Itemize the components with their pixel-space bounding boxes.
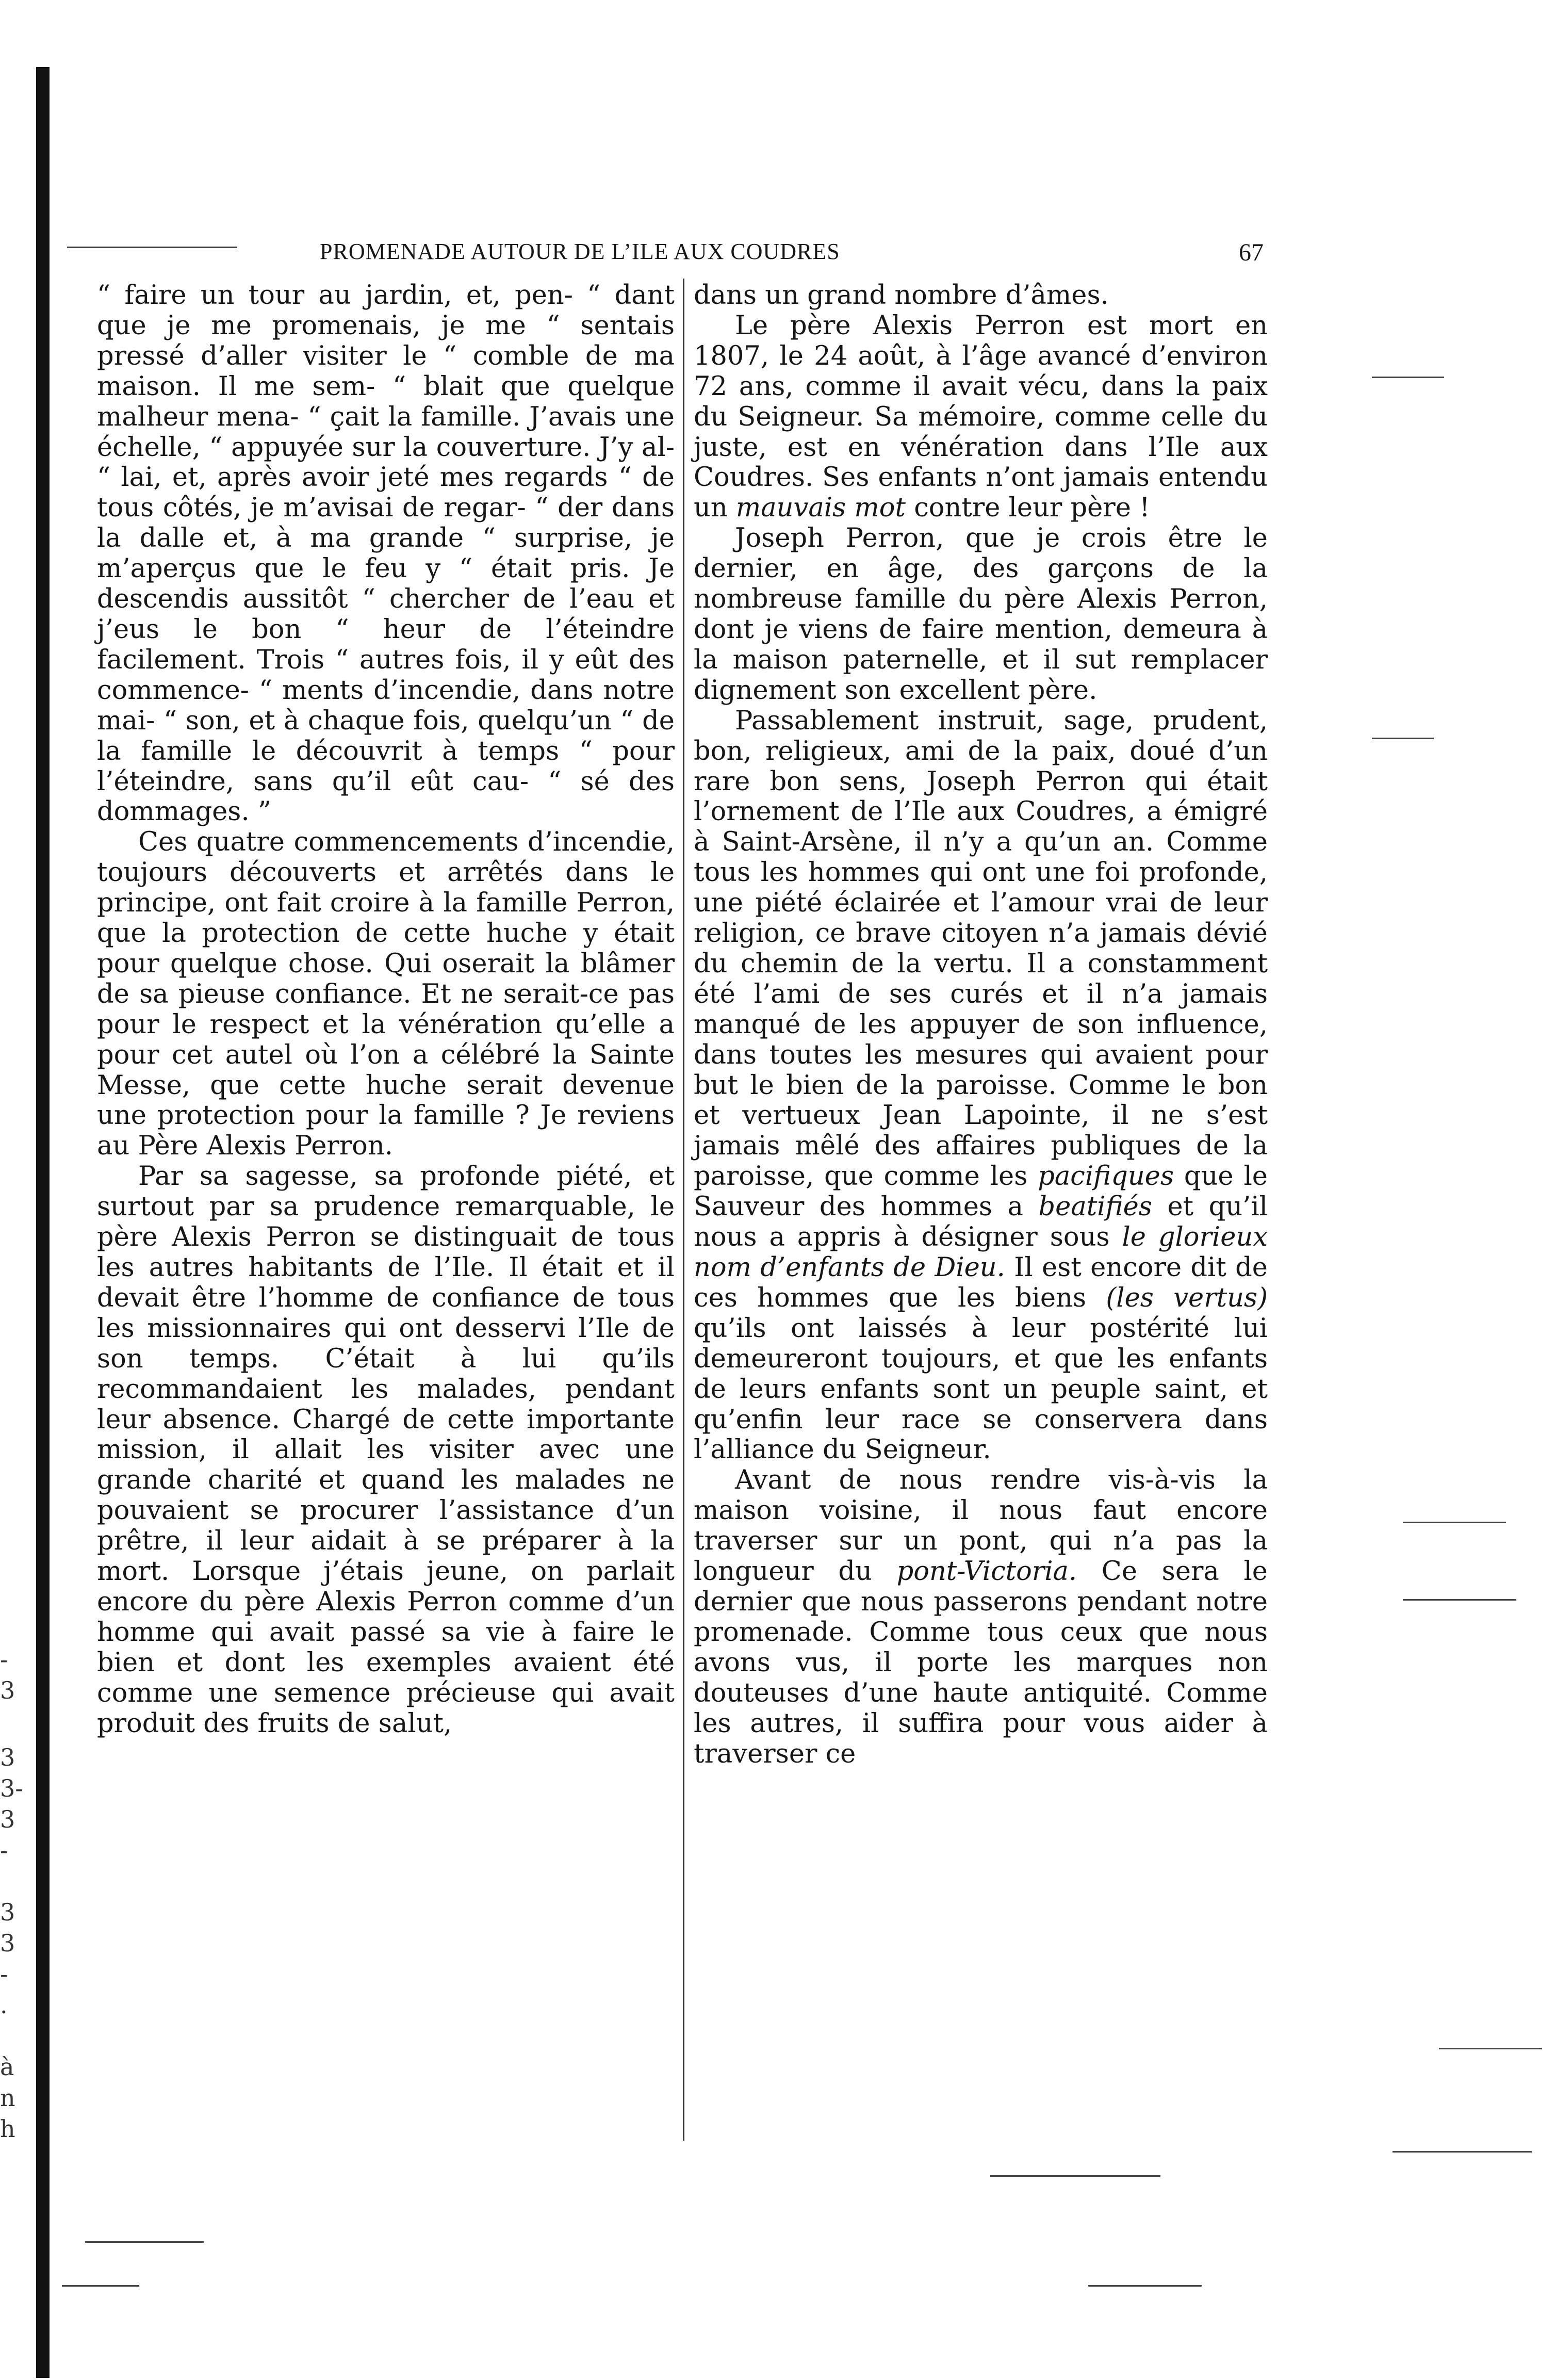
margin-fragment: 3	[0, 1898, 15, 1926]
scan-mark	[1372, 738, 1434, 739]
margin-fragment: n	[0, 2084, 15, 2112]
margin-fragment: 3	[0, 1805, 15, 1833]
text-run: Ce sera le dernier que nous passerons pendant notre promenade. Comme tous ceux que nous avons vus, il porte les marques non douteuses d’une haute antiquité. Comme les autres, il suffira pour vous aider à traverser ce	[694, 1556, 1268, 1769]
scan-mark	[1403, 1522, 1506, 1523]
paragraph	[694, 706, 1268, 1466]
running-title: PROMENADE AUTOUR DE L’ILE AUX COUDRES	[320, 239, 840, 264]
text-run: contre leur père !	[906, 493, 1150, 524]
margin-fragment: 3	[0, 1676, 15, 1704]
italic-phrase: beatifiés	[1038, 1192, 1152, 1222]
paragraph: Par sa sagesse, sa profonde piété, et surtout par sa prudence remarquable, le père Alexis Perron se distinguait de tous les autres habitants de l’Ile. Il était et il devait être l’homme de confiance de tous les missionnaires qui ont desservi l’Ile de son temps. C’était à lui qu’ils recommandaient les malades, pendant leur absence. Chargé de cette importante mission, il allait les visiter avec une grande charité et quand les malades ne pouvaient se procurer l’assistance d’un prêtre, il leur aidait à se préparer à la mort. Lorsque j’étais jeune, on parlait encore du père Alexis Perron comme d’un homme qui avait passé sa vie à faire le bien et dont les exemples avaient été comme une semence précieuse qui avait produit des fruits de salut,	[97, 1161, 675, 1739]
scan-mark	[62, 2285, 139, 2287]
margin-fragment: .	[0, 1991, 8, 2019]
margin-fragment: 3-	[0, 1774, 23, 1802]
margin-fragment: à	[0, 2053, 14, 2081]
margin-fragment: h	[0, 2115, 15, 2143]
scan-mark	[85, 2241, 204, 2243]
scan-mark	[67, 247, 237, 248]
scan-mark	[1372, 377, 1444, 378]
page-number: 67	[1239, 239, 1264, 266]
paragraph	[694, 311, 1268, 524]
text-run: Avant de nous rendre vis-à-vis la maison voisine, il nous faut encore traverser sur un pont, qui n’a pas la longueur du	[694, 1465, 1268, 1587]
paragraph	[694, 1465, 1268, 1769]
italic-phrase: (les vertus)	[1106, 1282, 1268, 1313]
italic-phrase: mauvais mot	[735, 493, 906, 524]
paragraph: Ces quatre commencements d’incendie, toujours découverts et arrêtés dans le principe, ont fait croire à la famille Perron, que la protection de cette huche y était pour quelque chose. Qui oserait la blâmer de sa pieuse confiance. Et ne serait-ce pas pour le respect et la vénération qu’elle a pour cet autel où l’on a célébré la Sainte Messe, que cette huche serait devenue une protection pour la famille ? Je reviens au Père Alexis Perron.	[97, 827, 675, 1162]
text-run: qu’ils ont laissés à leur postérité lui demeureront toujours, et que les enfants de leurs enfants sont un peuple saint, et qu’enfin leur race se conservera dans l’alliance du Seigneur.	[694, 1313, 1268, 1465]
italic-phrase: pacifiques	[1038, 1161, 1174, 1192]
margin-fragment: -	[0, 1960, 8, 1988]
scan-mark	[1393, 2151, 1532, 2153]
italic-phrase: le glorieux nom d’enfants de Dieu.	[694, 1222, 1268, 1283]
text-run: Passablement instruit, sage, prudent, bon, religieux, ami de la paix, doué d’un rare bon sens, Joseph Perron qui était l’ornement de l’Ile aux Coudres, a émigré à Saint-Arsène, il n’y a qu’un an. Comme tous les hommes qui ont une foi profonde, une piété éclairée et l’amour vrai de leur religion, ce brave citoyen n’a jamais dévié du chemin de la vertu. Il a constamment été l’ami de ses curés et il n’a jamais manqué de les appuyer de son influence, dans toutes les mesures qui avaient pour but le bien de la paroisse. Comme le bon et vertueux Jean Lapointe, il ne s’est jamais mêlé des affaires publiques de la paroisse, que comme les	[694, 705, 1268, 1192]
margin-fragment: 3	[0, 1743, 15, 1771]
column-divider	[683, 279, 684, 2141]
margin-fragment: 3	[0, 1929, 15, 1957]
scan-mark	[1403, 1599, 1516, 1601]
italic-phrase: pont-Victoria.	[896, 1556, 1077, 1587]
margin-fragment: -	[0, 1645, 8, 1673]
margin-fragment: -	[0, 1836, 8, 1864]
text-run: que le Sauveur des hommes a	[694, 1161, 1268, 1222]
scan-edge-shadow	[36, 67, 50, 2378]
text-run: Le père Alexis Perron est mort en 1807, le 24 août, à l’âge avancé d’environ 72 ans, comme il avait vécu, dans la paix du Seigneur. Sa mémoire, comme celle du juste, est en vénération dans l’Ile aux Coudres. Ses enfants n’ont jamais entendu un	[694, 310, 1268, 524]
right-column	[694, 281, 1268, 1769]
text-run: Il est encore dit de ces hommes que les biens	[694, 1252, 1268, 1313]
scan-mark	[990, 2175, 1160, 2177]
scan-mark	[1439, 2048, 1542, 2049]
left-column	[97, 281, 675, 1739]
text-run: et qu’il nous a appris à désigner sous	[694, 1192, 1268, 1253]
quoted-passage: “ faire un tour au jardin, et, pen- “ dant que je me promenais, je me “ sentais pressé d’aller visiter le “ comble de ma maison. Il me sem- “ blait que quelque malheur mena- “ çait la famille. J’avais une échelle, “ appuyée sur la couverture. J’y al- “ lai, et, après avoir jeté mes regards “ de tous côtés, je m’avisai de regar- “ der dans la dalle et, à ma grande “ surprise, je m’aperçus que le feu y “ était pris. Je descendis aussitôt “ chercher de l’eau et j’eus le bon “ heur de l’éteindre facilement. Trois “ autres fois, il y eût des commence- “ ments d’incendie, dans notre mai- “ son, et à chaque fois, quelqu’un “ de la famille le découvrit à temps “ pour l’éteindre, sans qu’il eût cau- “ sé des dommages. ”	[97, 280, 675, 827]
scan-mark	[1088, 2285, 1202, 2287]
paragraph-continuation: dans un grand nombre d’âmes.	[694, 280, 1109, 311]
paragraph: Joseph Perron, que je crois être le dernier, en âge, des garçons de la nombreuse famille du père Alexis Perron, dont je viens de faire mention, demeura à la maison paternelle, et il sut remplacer dignement son excellent père.	[694, 523, 1268, 706]
